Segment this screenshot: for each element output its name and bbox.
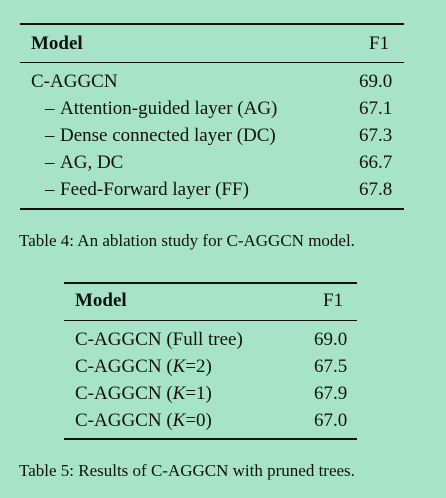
row-value: 67.0 (314, 410, 348, 431)
table-5-caption: Table 5: Results of C-AGGCN with pruned trees. (19, 461, 355, 480)
row-dash: – (45, 125, 55, 146)
row-value: 67.1 (359, 98, 393, 119)
row-dash: – (45, 98, 55, 119)
row-value: 67.8 (359, 179, 393, 200)
row-label: AG, DC (60, 152, 124, 173)
row-paren-open: ( (166, 383, 173, 404)
row-dash: – (45, 152, 55, 173)
row-setting: =1) (185, 383, 212, 404)
row-setting: =2) (185, 356, 212, 377)
row-paren-open: ( (166, 410, 173, 431)
table-5-top-rule (64, 282, 357, 284)
row-value: 69.0 (314, 329, 348, 350)
table-4-header-f1: F1 (369, 33, 390, 54)
row-value: 67.9 (314, 383, 348, 404)
row-model-name: C-AGGCN (75, 383, 162, 404)
row-label: Feed-Forward layer (FF) (60, 179, 249, 200)
row-model-name: C-AGGCN (75, 356, 162, 377)
table-4-header-model: Model (31, 33, 83, 54)
row-paren-open: ( (166, 329, 173, 350)
row-value: 66.7 (359, 152, 393, 173)
table-5-header-f1: F1 (323, 290, 344, 311)
table-5-mid-rule (64, 320, 357, 321)
row-value: 69.0 (359, 71, 393, 92)
row-label: C-AGGCN (31, 71, 118, 92)
row-variable: K (172, 383, 186, 404)
row-variable: K (172, 410, 186, 431)
table-4-top-rule (20, 23, 404, 25)
row-model-name: C-AGGCN (75, 329, 162, 350)
row-value: 67.5 (314, 356, 348, 377)
table-5-bottom-rule (64, 438, 357, 440)
table-4-caption: Table 4: An ablation study for C-AGGCN model. (19, 231, 355, 250)
row-value: 67.3 (359, 125, 393, 146)
row-paren-open: ( (166, 356, 173, 377)
row-variable: K (172, 356, 186, 377)
row-label: Dense connected layer (DC) (60, 125, 276, 146)
table-5-header-model: Model (75, 290, 127, 311)
row-dash: – (45, 179, 55, 200)
table-4-bottom-rule (20, 208, 404, 210)
row-setting: Full tree) (172, 329, 243, 350)
row-label: Attention-guided layer (AG) (60, 98, 278, 119)
table-4-mid-rule (20, 62, 404, 63)
row-model-name: C-AGGCN (75, 410, 162, 431)
row-setting: =0) (185, 410, 212, 431)
